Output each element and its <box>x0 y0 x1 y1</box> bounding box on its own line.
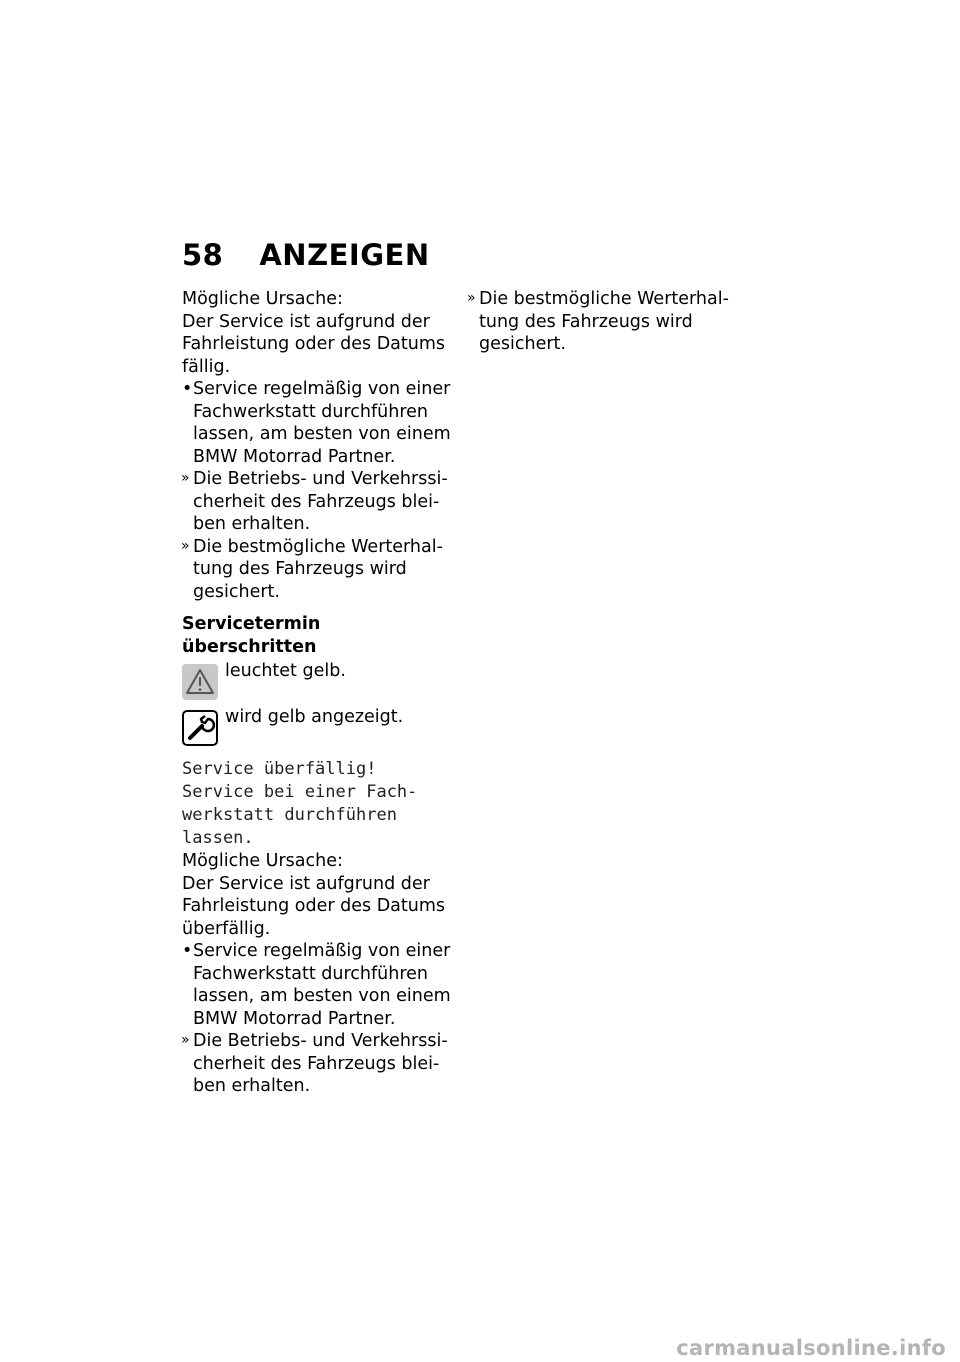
section-title: Servicetermin überschritten <box>182 614 321 657</box>
service-indicator-text: wird gelb angezeigt. <box>225 707 404 727</box>
action-item: • Service regelmäßig von einer Fachwerkstatt durchführen lassen, am besten von einem BMW Motorrad Partner. <box>182 940 452 1030</box>
warning-indicator-row <box>182 660 452 704</box>
result-item: » Die bestmögliche Werterhaltung des Fahrzeugs wird gesichert. <box>182 536 452 604</box>
service-indicator-row <box>182 706 452 750</box>
right-column <box>468 288 738 356</box>
cause-label: Mögliche Ursache: <box>182 851 343 871</box>
watermark: carmanualsonline.info <box>676 1336 946 1360</box>
result-item: » Die Betriebs- und Verkehrssicherheit des Fahrzeugs bleiben erhalten. <box>182 1030 452 1098</box>
cause-text: Der Service ist aufgrund der Fahrleistung oder des Datums überfällig. <box>182 873 446 939</box>
result-item: » Die Betriebs- und Verkehrssicherheit des Fahrzeugs bleiben erhalten. <box>182 468 452 536</box>
cause-text: Der Service ist aufgrund der Fahrleistung oder des Datums fällig. <box>182 311 446 377</box>
display-message: Service überfällig! Service bei einer Fachwerkstatt durchführen lassen. <box>182 759 418 848</box>
action-item: • Service regelmäßig von einer Fachwerkstatt durchführen lassen, am besten von einem BMW Motorrad Partner. <box>182 378 452 468</box>
wrench-icon <box>182 710 218 746</box>
page-number: 58 <box>182 238 224 272</box>
warning-triangle-icon <box>182 664 218 700</box>
page-title: ANZEIGEN <box>259 238 430 272</box>
cause-label: Mögliche Ursache: <box>182 289 343 309</box>
page-heading <box>182 238 430 272</box>
result-item: » Die bestmögliche Werterhaltung des Fahrzeugs wird gesichert. <box>468 288 738 356</box>
left-column <box>182 288 452 1098</box>
warning-indicator-text: leuchtet gelb. <box>225 661 346 681</box>
